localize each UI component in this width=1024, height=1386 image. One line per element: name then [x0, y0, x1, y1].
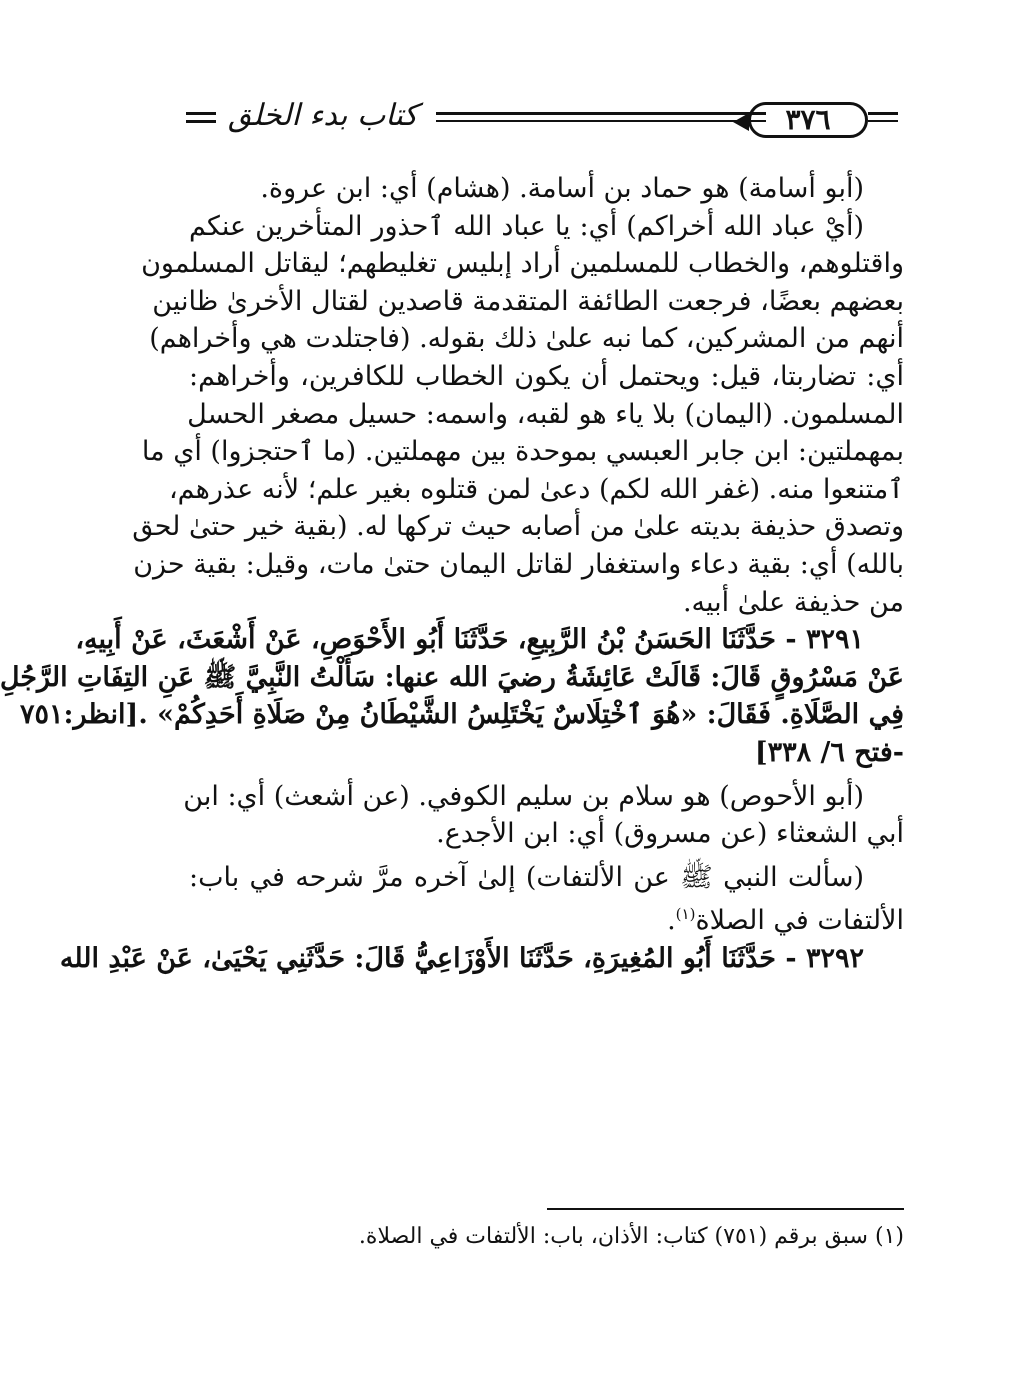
running-header: [186, 96, 898, 146]
page-number: ٣٧٦: [748, 102, 868, 138]
header-dash: [186, 120, 216, 123]
text-line: واقتلوهم، والخطاب للمسلمين أراد إبليس تغليطهم؛ ليقاتل المسلمون: [141, 248, 904, 280]
footnote-ref: (١): [675, 905, 696, 924]
text-line: (أبو الأحوص) هو سلام بن سليم الكوفي. (عن أشعث) أي: ابن: [183, 780, 864, 812]
footnote: (١) سبق برقم (٧٥١) كتاب: الأذان، باب: الألتفات في الصلاة.: [358, 1224, 904, 1249]
text-line: المسلمون. (اليمان) بلا ياء هو لقبه، واسمه: حسيل مصغر الحسل: [187, 398, 904, 430]
text-line: أنهم من المشركين، كما نبه علىٰ ذلك بقوله. (فاجتلدت هي وأخراهم): [149, 323, 904, 355]
text-line: (أبو أسامة) هو حماد بن أسامة. (هشام) أي: ابن عروة.: [260, 173, 864, 204]
text-line: بمهملتين: ابن جابر العبسي بموحدة بين مهملتين. (ما ٱحتجزوا) أي ما: [141, 436, 904, 468]
text-line: بالله) أي: بقية دعاء واستغفار لقاتل اليمان حتىٰ مات، وقيل: بقية حزن: [133, 548, 904, 580]
header-rule: [868, 120, 898, 122]
footnote-rule: [547, 1208, 904, 1210]
hadith-line: ٣٢٩١ - حَدَّثَنَا الحَسَنُ بْنُ الرَّبِيعِ، حَدَّثَنَا أَبُو الأَحْوَصِ، عَنْ أَشْعَثَ، عَنْ أَبِيهِ،: [75, 624, 864, 656]
hadith-line: ٣٢٩٢ - حَدَّثَنَا أَبُو المُغِيرَةِ، حَدَّثَنَا الأَوْزَاعِيُّ قَالَ: حَدَّثَنِي يَحْيَىٰ، عَنْ عَبْدِ الله: [59, 942, 864, 974]
header-dash: [186, 112, 216, 115]
header-rule: [868, 112, 898, 115]
text-line: أبي الشعثاء (عن مسروق) أي: ابن الأجدع.: [436, 818, 904, 850]
book-title: كتاب بدء الخلق: [228, 98, 418, 133]
text-line: (أيْ عباد الله أخراكم) أي: يا عباد الله ٱحذور المتأخرين عنكم: [189, 210, 864, 242]
text-line: وتصدق حذيفة بديته علىٰ من أصابه حيث تركها له. (بقية خير حتىٰ لحق: [132, 511, 904, 543]
text-line: (سألت النبي ﷺ عن الألتفات) إلىٰ آخره مرَّ شرحه في باب:: [189, 861, 864, 893]
text-line-body: الألتفات في الصلاة: [695, 905, 904, 937]
page-body: [0, 170, 904, 977]
header-rule: [436, 112, 766, 115]
header-rule: [436, 120, 766, 122]
hadith-line: فِي الصَّلَاةِ. فَقَالَ: «هُوَ ٱخْتِلَاسٌ يَخْتَلِسُ الشَّيْطَانُ مِنْ صَلَاةِ أَحَدِكُمْ» .[انظر:٧٥١: [20, 699, 904, 731]
hadith-line: عَنْ مَسْرُوقٍ قَالَ: قَالَتْ عَائِشَةُ رضيَ الله عنها: سَأَلْتُ النَّبِيَّ ﷺ عَنِ التِفَاتِ الرَّجُلِ: [0, 661, 904, 693]
hadith-line: -فتح ٦/ ٣٣٨]: [754, 736, 904, 768]
text-line: الألتفات في الصلاة$^{(١)}$.: [667, 905, 904, 937]
text-line: من حذيفة علىٰ أبيه.: [682, 586, 904, 618]
text-line: ٱمتنعوا منه. (غفر الله لكم) دعىٰ لمن قتلوه بغير علم؛ لأنه عذرهم،: [168, 473, 904, 505]
text-line: بعضهم بعضًا، فرجعت الطائفة المتقدمة قاصدين لقتال الأخرىٰ ظانين: [152, 285, 904, 317]
text-line: أي: تضاربتا، قيل: ويحتمل أن يكون الخطاب للكافرين، وأخراهم:: [189, 360, 904, 392]
